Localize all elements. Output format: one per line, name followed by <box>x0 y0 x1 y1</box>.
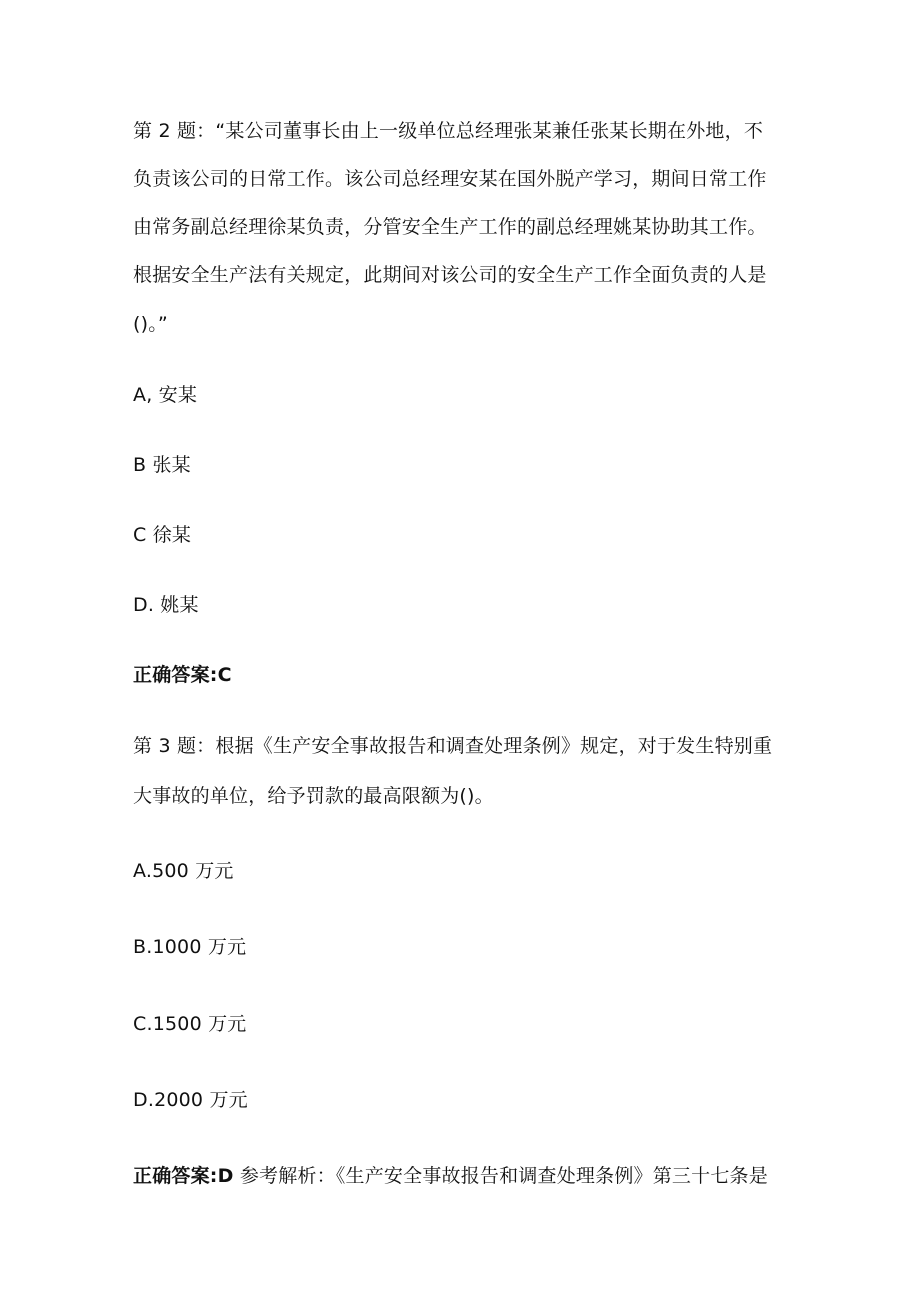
question-2-option-d: D. 姚某 <box>133 594 199 616</box>
question-2-option-c: C 徐某 <box>133 524 192 546</box>
question-2-answer-value: C <box>217 664 232 686</box>
question-2-option-a: A, 安某 <box>133 384 198 406</box>
question-3-option-a: A.500 万元 <box>133 860 234 882</box>
question-2-text-line-2: 负责该公司的日常工作。该公司总经理安某在国外脱产学习，期间日常工作 <box>133 168 767 190</box>
question-2-text-line-1: 第 2 题：“某公司董事长由上一级单位总经理张某兼任张某长期在外地，不 <box>133 120 764 142</box>
question-2-option-b: B 张某 <box>133 454 191 476</box>
question-2-text-line-5: ()。” <box>133 313 168 335</box>
question-3-answer-label: 正确答案: <box>133 1165 218 1187</box>
question-2-text-line-3: 由常务副总经理徐某负责，分管安全生产工作的副总经理姚某协助其工作。 <box>133 216 767 238</box>
question-2-answer <box>133 662 232 688</box>
question-3-option-b: B.1000 万元 <box>133 936 247 958</box>
question-2-text-line-4: 根据安全生产法有关规定，此期间对该公司的安全生产工作全面负责的人是 <box>133 264 767 286</box>
question-3-answer <box>133 1163 768 1189</box>
question-3-option-c: C.1500 万元 <box>133 1013 247 1035</box>
question-3-text-line-1: 第 3 题：根据《生产安全事故报告和调查处理条例》规定，对于发生特别重 <box>133 735 773 757</box>
question-2-answer-label: 正确答案: <box>133 664 218 686</box>
question-3-answer-value: D <box>217 1165 234 1187</box>
question-3-explanation: 参考解析：《生产安全事故报告和调查处理条例》第三十七条是 <box>233 1165 768 1187</box>
question-3-text-line-2: 大事故的单位，给予罚款的最高限额为()。 <box>133 785 494 807</box>
question-3-option-d: D.2000 万元 <box>133 1089 248 1111</box>
